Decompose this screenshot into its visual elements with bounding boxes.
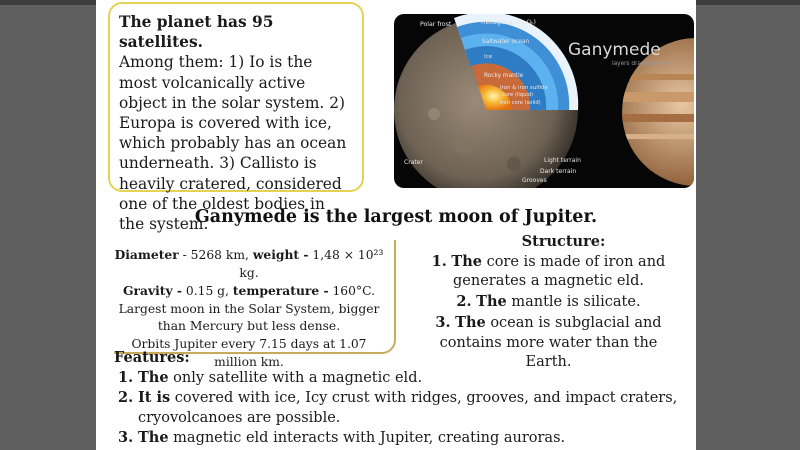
list-text: ocean is subglacial and contains more water than the Earth. <box>439 314 662 371</box>
info-orbit: Orbits Jupiter every 7.15 days at 1.07 million km. <box>131 336 367 369</box>
label-hexagonal-ice: Hexagonal ice (Iₕ) <box>481 19 536 26</box>
list-text: covered with ice, Icy crust with ridges, grooves, and impact craters, cryovolcanoes are possible. <box>138 390 678 426</box>
list-number: 2. <box>118 389 134 406</box>
list-number: 1. <box>431 252 447 270</box>
label-core-1: Iron & iron sulfide <box>500 85 548 91</box>
satellites-body: Among them: 1) Io is the most volcanically active object in the solar system. 2) Europa is covered with ice, which probably has an ocean underneath. 3) Callisto is heavily cratered, considered one of the oldest bodies in the system. <box>119 53 347 234</box>
main-title: Ganymede is the largest moon of Jupiter. <box>194 207 598 227</box>
list-text: core is made of iron and generates a magnetic eld. <box>453 253 666 290</box>
structure-heading: Structure: <box>521 233 606 250</box>
feature-item <box>114 368 680 388</box>
diameter-label: Diameter <box>114 247 179 262</box>
list-bold: The <box>476 293 507 311</box>
label-core-2: core (liquid) <box>502 92 534 98</box>
info-line-2 <box>114 282 384 301</box>
label-dark-terrain: Dark terrain <box>540 168 577 175</box>
list-number: 2. <box>456 293 472 311</box>
slide-page <box>96 0 696 450</box>
list-number: 3. <box>435 313 451 331</box>
structure-item <box>416 252 681 292</box>
label-grooves: Grooves <box>522 177 547 184</box>
list-bold: The <box>455 313 486 331</box>
window-frame-left <box>0 0 96 5</box>
satellites-heading: The planet has 95 satellites. <box>119 13 274 52</box>
info-largest: Largest moon in the Solar System, bigger than Mercury but less dense. <box>118 301 380 334</box>
features-section <box>110 348 680 448</box>
label-crater: Crater <box>404 159 423 166</box>
gravity-value: 0.15 g, <box>181 284 233 299</box>
gravity-label: Gravity - <box>123 283 182 299</box>
list-number: 1. <box>118 369 134 386</box>
weight-label: weight - <box>252 247 309 262</box>
label-ice: Ice <box>484 54 493 60</box>
list-number: 3. <box>118 429 134 446</box>
features-heading: Features: <box>114 349 190 366</box>
temperature-value: 160°C. <box>328 284 375 299</box>
image-subtitle: layers drawn to scale <box>612 61 674 67</box>
list-text: mantle is silicate. <box>506 294 641 311</box>
ganymede-diagram <box>394 14 694 188</box>
structure-item <box>416 292 681 313</box>
list-bold: The <box>451 252 482 270</box>
label-core-3: Iron core (solid) <box>500 100 541 106</box>
feature-item <box>114 388 680 428</box>
list-text: magnetic eld interacts with Jupiter, creating auroras. <box>168 430 566 446</box>
satellites-box <box>108 2 364 234</box>
label-saltwater-ocean: Saltwater ocean <box>482 39 530 45</box>
list-text: only satellite with a magnetic eld. <box>168 370 423 386</box>
weight-value: 1,48 × 10²³ kg. <box>239 248 384 280</box>
diameter-value: - 5268 km, <box>178 248 253 262</box>
list-bold: The <box>138 369 169 386</box>
ganymede-cutaway-image <box>394 14 694 188</box>
temperature-label: temperature - <box>232 283 329 299</box>
list-bold: It is <box>138 389 171 406</box>
label-light-terrain: Light terrain <box>544 157 581 164</box>
image-title: Ganymede <box>568 40 661 60</box>
feature-item <box>114 428 680 448</box>
window-frame-right <box>696 0 800 5</box>
info-line-1 <box>114 246 384 282</box>
features-list <box>110 368 680 448</box>
list-bold: The <box>138 429 169 446</box>
label-polar-frost: Polar frost <box>420 21 452 28</box>
label-rocky-mantle: Rocky mantle <box>484 73 524 79</box>
